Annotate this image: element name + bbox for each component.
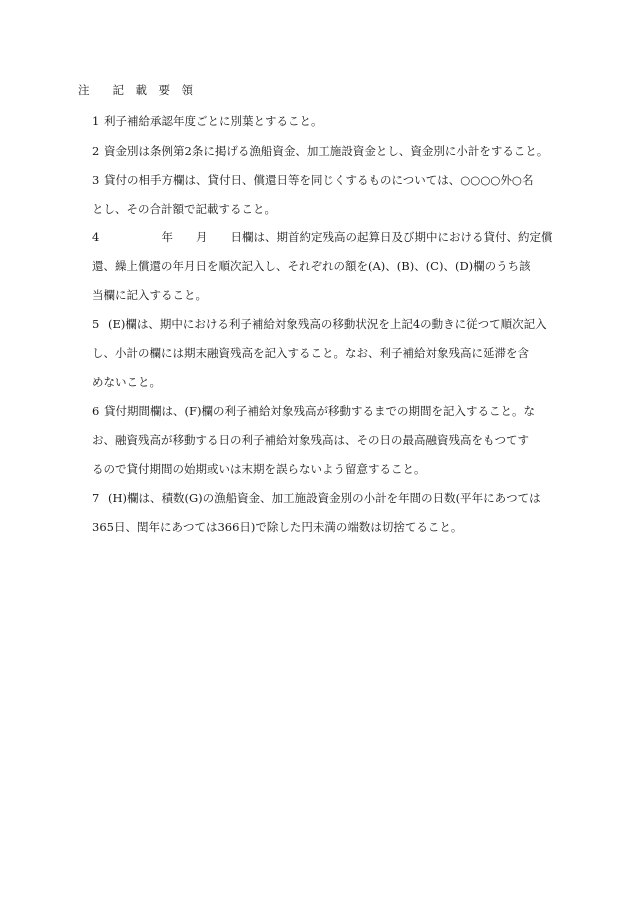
item-2-number: 2 [92,144,100,158]
item-7-number: 7 [92,491,100,505]
item-3-line-2: とし、その合計額で記載すること。 [92,202,276,216]
section-heading: 注 記 載 要 領 [78,83,193,97]
item-3-number: 3 [92,173,100,187]
item-3-line-1: 貸付の相手方欄は、貸付日、償還日等を同じくするものについては、○○○○外○名 [104,173,534,187]
item-4-number: 4 [92,230,100,244]
item-1-line-1: 利子補給承認年度ごとに別葉とすること。 [104,114,323,128]
item-5-line-2: し、小計の欄には期末融資残高を記入すること。なお、利子補給対象残高に延滞を含 [92,346,529,360]
item-5-line-1: (E)欄は、期中における利子補給対象残高の移動状況を上記4の動きに従つて順次記入 [108,317,547,331]
item-4-line-1: 年 月 日欄は、期首約定残高の起算日及び期中における貸付、約定償 [104,230,553,244]
item-1-number: 1 [92,114,100,128]
item-2-line-1: 資金別は条例第2条に掲げる漁船資金、加工施設資金とし、資金別に小計をすること。 [104,144,549,158]
item-7-line-1: (H)欄は、積数(G)の漁船資金、加工施設資金別の小計を年間の日数(平年にあつては [108,491,541,505]
item-4-line-3: 当欄に記入すること。 [92,288,207,302]
item-7-line-2: 365日、閏年にあつては366日)で除した円未満の端数は切捨てること。 [92,520,463,534]
item-5-number: 5 [92,317,100,331]
item-5-line-3: めないこと。 [92,375,161,389]
item-6-line-2: お、融資残高が移動する日の利子補給対象残高は、その日の最高融資残高をもつてす [92,433,529,447]
item-6-line-1: 貸付期間欄は、(F)欄の利子補給対象残高が移動するまでの期間を記入すること。な [104,404,535,418]
item-6-number: 6 [92,404,100,418]
item-6-line-3: るので貸付期間の始期或いは末期を誤らないよう留意すること。 [92,462,426,476]
item-4-line-2: 還、繰上償還の年月日を順次記入し、それぞれの額を(A)、(B)、(C)、(D)欄のうち該 [92,259,531,273]
